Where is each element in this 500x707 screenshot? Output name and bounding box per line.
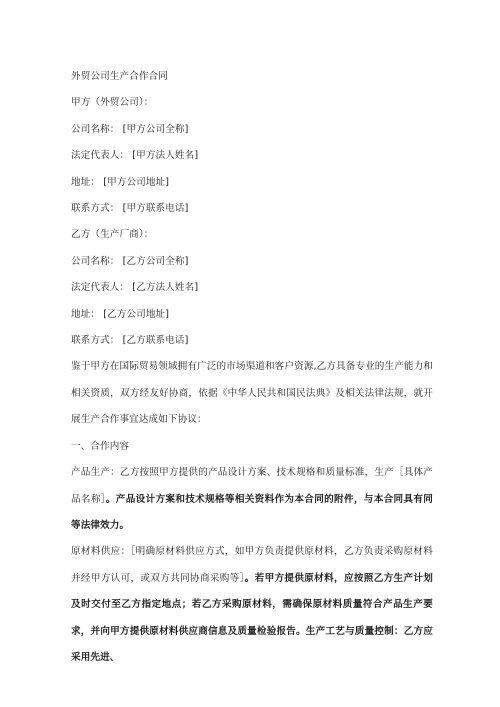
party-a-company-name: 公司名称： [甲方公司全称]	[71, 123, 189, 135]
party-b-company-name: 公司名称： [乙方公司全称]	[71, 255, 189, 267]
document-title: 外贸公司生产合作合同	[71, 71, 168, 82]
party-b-legal-rep: 法定代表人： [乙方法人姓名]	[71, 282, 199, 294]
materials-paragraph	[71, 539, 433, 671]
production-text-bold: 。产品设计方案和技术规格等相关资料作为本合同的附件，与本合同具有同等法律效力	[71, 493, 433, 531]
party-a-heading: 甲方（外贸公司）：	[71, 97, 154, 109]
party-b-contact: 联系方式： [乙方联系电话]	[71, 335, 189, 347]
party-a-legal-rep: 法定代表人： [甲方法人姓名]	[71, 150, 199, 162]
document-body	[71, 64, 433, 671]
materials-text-bold: 。若甲方提供原材料，应按照乙方生产计划及时交付至乙方指定地点；若乙方采购原材料，需确保原材料质量符合产品生产要求，并向甲方提供原材料供应商信息及质量检验报告。	[71, 572, 433, 637]
production-paragraph	[71, 460, 433, 539]
party-b-address: 地址： [乙方公司地址]	[71, 308, 170, 320]
party-b-heading: 乙方（生产厂商）：	[71, 229, 154, 241]
production-text: 产品生产：乙方按照甲方提供的产品设计方案、技术规格和质量标准，生产［具体产品名称］	[71, 467, 433, 505]
section-1-heading: 一、合作内容	[71, 440, 130, 452]
process-text: 生产工艺与质量控制：乙方应采用先进、	[71, 625, 433, 663]
production-text-end: 。	[119, 519, 130, 531]
party-a-address: 地址： [甲方公司地址]	[71, 176, 170, 188]
party-a-contact: 联系方式： [甲方联系电话]	[71, 203, 189, 215]
materials-text: 原材料供应：［明确原材料供应方式，如甲方负责提供原材料，乙方负责采购原材料并经甲方认可，或双方共同协商采购等］	[71, 546, 433, 584]
preamble-paragraph: 鉴于甲方在国际贸易领域拥有广泛的市场渠道和客户资源,乙方具备专业的生产能力和相关资质，双方经友好协商，依据《中华人民共和国民法典》及相关法律法规，就开展生产合作事宜达成如下协议：	[71, 361, 433, 426]
